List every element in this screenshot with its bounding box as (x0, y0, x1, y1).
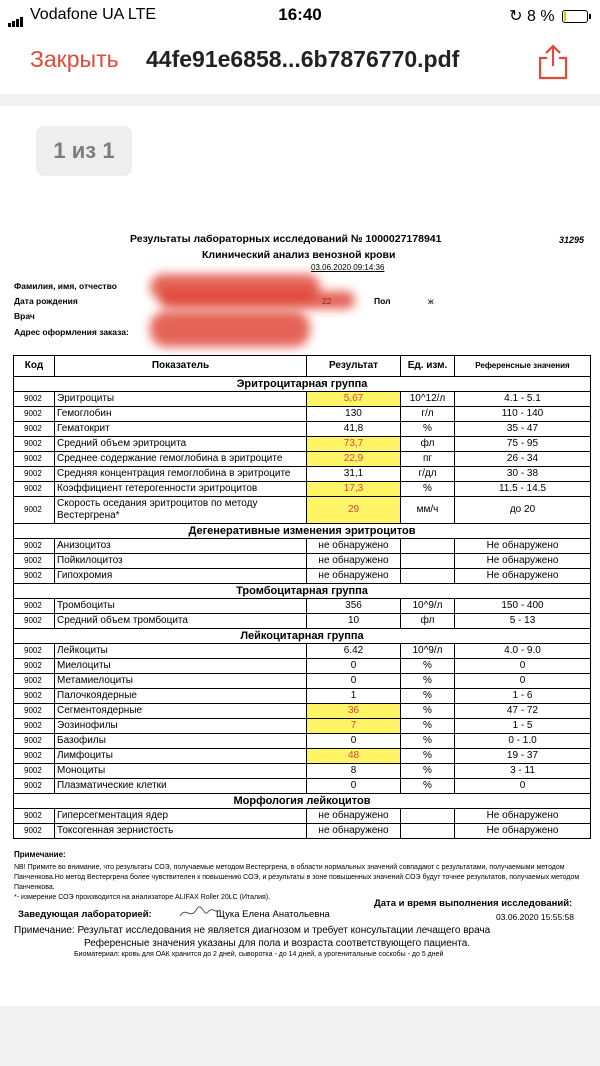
cell-code: 9002 (14, 644, 55, 659)
group-row (14, 524, 591, 539)
patient-sex: ж (428, 296, 434, 306)
group-title: Эритроцитарная группа (14, 377, 591, 392)
cell-param: Лейкоциты (55, 644, 307, 659)
note-reference: Референсные значения указаны для пола и возраста соответствующего пациента. (84, 938, 471, 949)
cell-result: 10 (307, 614, 401, 629)
cell-code: 9002 (14, 704, 55, 719)
cell-ref: Не обнаружено (455, 824, 591, 839)
head-name: Щука Елена Анатольевна (216, 909, 330, 920)
sample-date: 03.06.2020 09:14:36 (311, 263, 385, 272)
results-table (13, 355, 591, 839)
cell-param: Гематокрит (55, 422, 307, 437)
cell-code: 9002 (14, 749, 55, 764)
nav-bar (0, 32, 600, 94)
cell-param: Скорость оседания эритроцитов по методу Вестергрена* (55, 497, 307, 524)
battery-icon (562, 10, 588, 23)
table-row (14, 614, 591, 629)
cell-ref: 0 (455, 659, 591, 674)
cell-unit: 10^9/л (401, 599, 455, 614)
cell-unit (401, 569, 455, 584)
cell-unit: % (401, 704, 455, 719)
cell-unit: % (401, 674, 455, 689)
cell-param: Плазматические клетки (55, 779, 307, 794)
cell-result: 29 (307, 497, 401, 524)
battery-percent: 8 % (526, 8, 555, 25)
cell-unit: % (401, 734, 455, 749)
cell-ref: 19 - 37 (455, 749, 591, 764)
cell-code: 9002 (14, 674, 55, 689)
cell-code: 9002 (14, 467, 55, 482)
table-row (14, 824, 591, 839)
cell-ref: Не обнаружено (455, 539, 591, 554)
cell-unit: г/дл (401, 467, 455, 482)
cell-ref: 4.0 - 9.0 (455, 644, 591, 659)
group-title: Тромбоцитарная группа (14, 584, 591, 599)
table-row (14, 407, 591, 422)
cell-code: 9002 (14, 614, 55, 629)
cell-code: 9002 (14, 482, 55, 497)
cell-code: 9002 (14, 497, 55, 524)
table-row (14, 704, 591, 719)
cell-param: Лимфоциты (55, 749, 307, 764)
cell-param: Средний объем тромбоцита (55, 614, 307, 629)
cell-result: 356 (307, 599, 401, 614)
cell-param: Сегментоядерные (55, 704, 307, 719)
group-row (14, 629, 591, 644)
cell-ref: 0 (455, 674, 591, 689)
cell-param: Коэффициент гетерогенности эритроцитов (55, 482, 307, 497)
cell-result: 36 (307, 704, 401, 719)
table-row (14, 422, 591, 437)
status-time: 16:40 (278, 5, 322, 24)
label-fio: Фамилия, имя, отчество (14, 281, 117, 291)
cell-param: Моноциты (55, 764, 307, 779)
file-name: 44fe91e6858...6b7876770.pdf (146, 46, 460, 72)
cell-code: 9002 (14, 734, 55, 749)
cell-param: Гиперсегментация ядер (55, 809, 307, 824)
cell-unit: % (401, 422, 455, 437)
cell-ref: 5 - 13 (455, 614, 591, 629)
cell-param: Среднее содержание гемоглобина в эритроците (55, 452, 307, 467)
note-biomaterial: Биоматериал: кровь для ОАК хранится до 2 дней, сыворотка - до 14 дней, а урогенитальные соскобы - до 5 дней (74, 951, 444, 958)
cell-param: Пойкилоцитоз (55, 554, 307, 569)
cell-ref: 1 - 5 (455, 719, 591, 734)
carrier-label: Vodafone UA LTE (30, 6, 157, 23)
cell-ref: 75 - 95 (455, 437, 591, 452)
cell-code: 9002 (14, 764, 55, 779)
cell-param: Миелоциты (55, 659, 307, 674)
cell-param: Эозинофилы (55, 719, 307, 734)
lab-report (0, 106, 600, 1006)
cell-ref: 150 - 400 (455, 599, 591, 614)
cell-result: 0 (307, 779, 401, 794)
table-row (14, 659, 591, 674)
cell-unit: фл (401, 437, 455, 452)
cell-param: Базофилы (55, 734, 307, 749)
cell-unit: % (401, 482, 455, 497)
cell-ref: 0 (455, 779, 591, 794)
note-label: Примечание: (14, 850, 66, 859)
note-westergren: NB! Примите во внимание, что результаты СОЭ, получаемые методом Вестергрена, в области нормальных значений совпадают с результатами, получаемыми методом Панченкова.Но метод Вестергрена более чувствителен к повышению СОЭ, и результаты в зоне повышенных значений СОЭ будут точнее результатов, получаемых методом Панченкова. (14, 864, 580, 891)
cell-param: Гипохромия (55, 569, 307, 584)
cell-unit: мм/ч (401, 497, 455, 524)
cell-unit: % (401, 779, 455, 794)
table-row (14, 809, 591, 824)
close-button[interactable]: Закрыть (30, 46, 119, 72)
cell-code: 9002 (14, 599, 55, 614)
head-label: Заведующая лабораторией: (18, 909, 152, 920)
group-title: Лейкоцитарная группа (14, 629, 591, 644)
cell-result: 73,7 (307, 437, 401, 452)
cell-result: 17,3 (307, 482, 401, 497)
rotation-lock-icon: ↻ (509, 8, 523, 25)
group-row (14, 584, 591, 599)
group-title: Дегенеративные изменения эритроцитов (14, 524, 591, 539)
cell-param: Палочкоядерные (55, 689, 307, 704)
table-row (14, 674, 591, 689)
cell-result: 1 (307, 689, 401, 704)
table-row (14, 764, 591, 779)
cell-param: Гемоглобин (55, 407, 307, 422)
table-row (14, 392, 591, 407)
cell-unit: г/л (401, 407, 455, 422)
col-ref: Референсные значения (455, 356, 591, 377)
table-row (14, 779, 591, 794)
col-param: Показатель (55, 356, 307, 377)
group-row (14, 377, 591, 392)
cell-result: 48 (307, 749, 401, 764)
cell-result: не обнаружено (307, 554, 401, 569)
cell-code: 9002 (14, 719, 55, 734)
table-row (14, 467, 591, 482)
table-row (14, 749, 591, 764)
cell-code: 9002 (14, 809, 55, 824)
table-row (14, 497, 591, 524)
cell-result: 130 (307, 407, 401, 422)
table-row (14, 569, 591, 584)
cell-ref: до 20 (455, 497, 591, 524)
cell-code: 9002 (14, 452, 55, 467)
cell-result: 41,8 (307, 422, 401, 437)
cell-ref: 47 - 72 (455, 704, 591, 719)
cell-param: Эритроциты (55, 392, 307, 407)
group-row (14, 794, 591, 809)
cell-unit: % (401, 719, 455, 734)
label-doctor: Врач (14, 311, 35, 321)
cell-ref: 1 - 6 (455, 689, 591, 704)
cell-unit: фл (401, 614, 455, 629)
cell-result: не обнаружено (307, 539, 401, 554)
cell-ref: Не обнаружено (455, 554, 591, 569)
note-diagnosis: Примечание: Результат исследования не является диагнозом и требует консультации лечащего врача (14, 925, 491, 936)
cell-unit (401, 554, 455, 569)
cell-ref: 11.5 - 14.5 (455, 482, 591, 497)
table-row (14, 554, 591, 569)
cell-code: 9002 (14, 779, 55, 794)
pdf-page (0, 106, 600, 1006)
col-code: Код (14, 356, 55, 377)
table-row (14, 644, 591, 659)
cell-unit: пг (401, 452, 455, 467)
done-value: 03.06.2020 15:55:58 (496, 912, 574, 922)
cell-unit (401, 539, 455, 554)
cell-result: 6.42 (307, 644, 401, 659)
pdf-viewer[interactable] (0, 94, 600, 1066)
status-bar (0, 0, 600, 32)
label-address: Адрес оформления заказа: (14, 327, 129, 337)
col-result: Результат (307, 356, 401, 377)
cell-code: 9002 (14, 437, 55, 452)
cell-unit: 10^9/л (401, 644, 455, 659)
table-header (14, 356, 591, 377)
report-subtitle: Клинический анализ венозной крови (202, 249, 396, 261)
label-birth: Дата рождения (14, 296, 78, 306)
cell-result: 31,1 (307, 467, 401, 482)
cell-unit: % (401, 689, 455, 704)
redaction (150, 311, 310, 347)
cell-result: не обнаружено (307, 809, 401, 824)
cell-param: Анизоцитоз (55, 539, 307, 554)
cell-unit: % (401, 749, 455, 764)
report-code: 31295 (559, 235, 585, 245)
cell-unit (401, 824, 455, 839)
cell-code: 9002 (14, 422, 55, 437)
cell-param: Тромбоциты (55, 599, 307, 614)
cell-param: Средняя концентрация гемоглобина в эритроците (55, 467, 307, 482)
report-title: Результаты лабораторных исследований № 1000027178941 (130, 233, 442, 245)
cell-result: 5,67 (307, 392, 401, 407)
cell-param: Токсогенная зернистость (55, 824, 307, 839)
cell-ref: Не обнаружено (455, 809, 591, 824)
cell-param: Метамиелоциты (55, 674, 307, 689)
cell-result: 22,9 (307, 452, 401, 467)
table-row (14, 719, 591, 734)
label-sex: Пол (374, 296, 391, 306)
redaction (160, 291, 355, 309)
cell-unit: % (401, 764, 455, 779)
cell-ref: 3 - 11 (455, 764, 591, 779)
cell-ref: 4.1 - 5.1 (455, 392, 591, 407)
cell-code: 9002 (14, 569, 55, 584)
page-indicator: 1 из 1 (36, 126, 132, 176)
cell-code: 9002 (14, 392, 55, 407)
group-title: Морфология лейкоцитов (14, 794, 591, 809)
cell-unit (401, 809, 455, 824)
table-row (14, 734, 591, 749)
cell-result: не обнаружено (307, 569, 401, 584)
cell-code: 9002 (14, 539, 55, 554)
cell-ref: 110 - 140 (455, 407, 591, 422)
cell-param: Средний объем эритроцита (55, 437, 307, 452)
note-analyzer: *- измерение СОЭ производится на анализаторе ALIFAX Roller 20LC (Италия). (14, 894, 271, 901)
cell-result: 0 (307, 734, 401, 749)
table-row (14, 482, 591, 497)
cell-code: 9002 (14, 554, 55, 569)
table-row (14, 452, 591, 467)
table-row (14, 437, 591, 452)
cell-result: 0 (307, 674, 401, 689)
cell-ref: 26 - 34 (455, 452, 591, 467)
col-unit: Ед. изм. (401, 356, 455, 377)
table-row (14, 539, 591, 554)
cell-ref: 0 - 1.0 (455, 734, 591, 749)
cell-code: 9002 (14, 824, 55, 839)
cell-ref: 35 - 47 (455, 422, 591, 437)
cell-ref: 30 - 38 (455, 467, 591, 482)
cell-code: 9002 (14, 407, 55, 422)
share-icon[interactable] (536, 44, 570, 85)
cell-result: 8 (307, 764, 401, 779)
cell-code: 9002 (14, 689, 55, 704)
cell-result: 7 (307, 719, 401, 734)
status-right (509, 6, 588, 26)
done-label: Дата и время выполнения исследований: (374, 898, 573, 909)
cell-result: 0 (307, 659, 401, 674)
cell-unit: % (401, 659, 455, 674)
cell-code: 9002 (14, 659, 55, 674)
table-row (14, 689, 591, 704)
cell-result: не обнаружено (307, 824, 401, 839)
cell-ref: Не обнаружено (455, 569, 591, 584)
cell-unit: 10^12/л (401, 392, 455, 407)
table-row (14, 599, 591, 614)
